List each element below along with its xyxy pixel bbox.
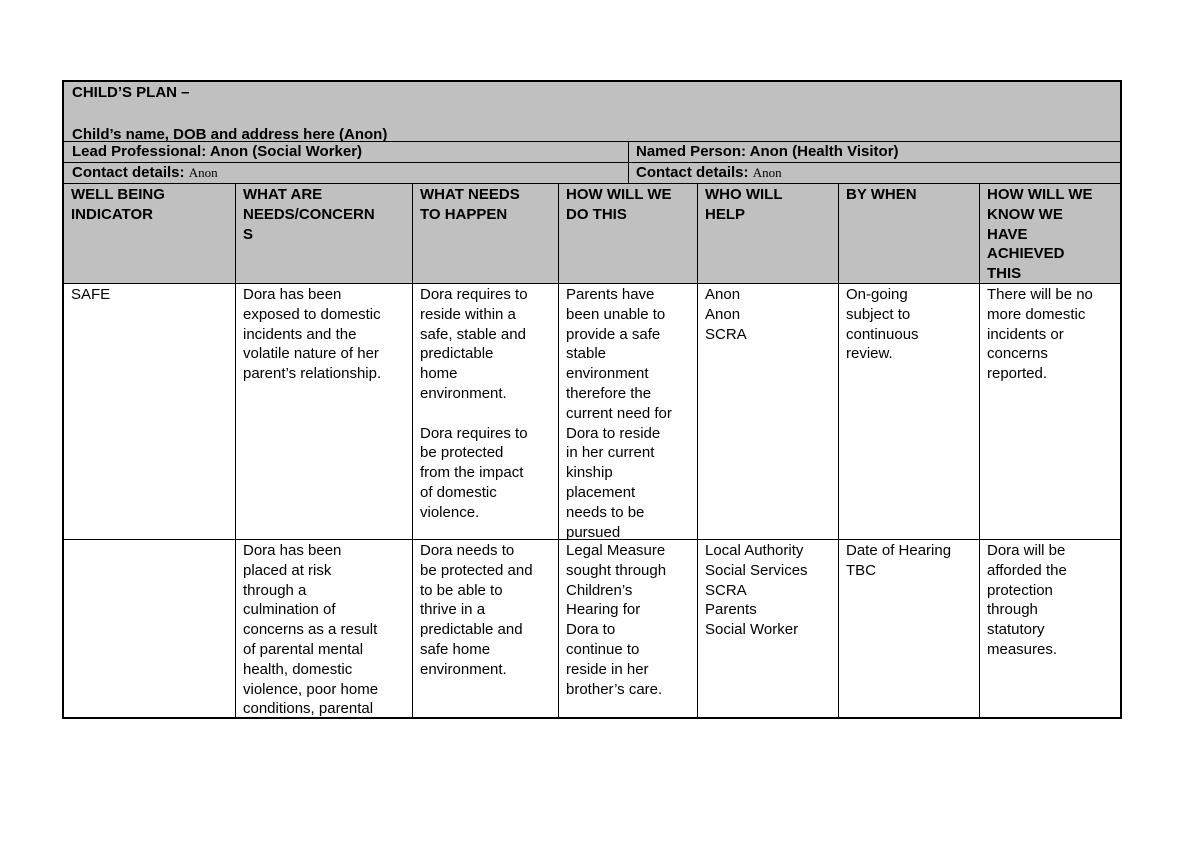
- table-cell: Anon Anon SCRA: [698, 284, 839, 539]
- contact-row: [64, 163, 1120, 184]
- named-person: Named Person: Anon (Health Visitor): [636, 143, 899, 160]
- professional-row: [64, 142, 1120, 163]
- table-cell: Dora needs to be protected and to be able to thrive in a predictable and safe home environment.: [413, 540, 559, 717]
- column-header: BY WHEN: [839, 184, 980, 283]
- table-cell: Local Authority Social Services SCRA Parents Social Worker: [698, 540, 839, 717]
- column-header: HOW WILL WE KNOW WE HAVE ACHIEVED THIS: [987, 186, 1093, 283]
- column-header: WELL BEING INDICATOR: [64, 184, 236, 283]
- plan-title-block: [64, 82, 1120, 142]
- table-cell: Dora will be afforded the protection through statutory measures.: [987, 542, 1067, 658]
- table-cell: Date of Hearing TBC: [839, 540, 980, 717]
- table-cell: On-going subject to continuous review.: [839, 284, 980, 539]
- plan-title: CHILD’S PLAN –: [72, 84, 190, 101]
- lead-professional: Lead Professional: Anon (Social Worker): [64, 142, 629, 162]
- table-cell: SAFE: [64, 284, 236, 539]
- contact-details-right: [629, 163, 1120, 183]
- table-cell: Dora has been placed at risk through a culmination of concerns as a result of parental mental health, domestic violence, poor home conditions, parental: [236, 540, 413, 717]
- contact-value: Anon: [188, 165, 218, 180]
- column-header: WHAT ARE NEEDS/CONCERN S: [236, 184, 413, 283]
- contact-label: Contact details:: [636, 164, 749, 181]
- table-cell: Dora requires to reside within a safe, stable and predictable home environment. Dora requires to be protected from the impact of domestic violence.: [413, 284, 559, 539]
- contact-value: Anon: [752, 165, 782, 180]
- child-details: Child’s name, DOB and address here (Anon): [72, 126, 388, 143]
- table-cell: There will be no more domestic incidents or concerns reported.: [987, 286, 1093, 383]
- table-cell: [64, 540, 236, 717]
- table-cell: Legal Measure sought through Children’s Hearing for Dora to continue to reside in her brother’s care.: [559, 540, 698, 717]
- contact-details-left: [64, 163, 629, 183]
- table-cell: Dora has been exposed to domestic incidents and the volatile nature of her parent’s relationship.: [236, 284, 413, 539]
- column-header: WHO WILL HELP: [698, 184, 839, 283]
- column-header: WHAT NEEDS TO HAPPEN: [413, 184, 559, 283]
- table-cell: Parents have been unable to provide a safe stable environment therefore the current need for Dora to reside in her current kinship placement needs to be pursued: [559, 284, 698, 539]
- table-row: [64, 284, 1120, 540]
- childs-plan-table: [62, 80, 1122, 719]
- table-row: [64, 540, 1120, 717]
- column-header-row: [64, 184, 1120, 284]
- column-header: HOW WILL WE DO THIS: [559, 184, 698, 283]
- contact-label: Contact details:: [72, 164, 185, 181]
